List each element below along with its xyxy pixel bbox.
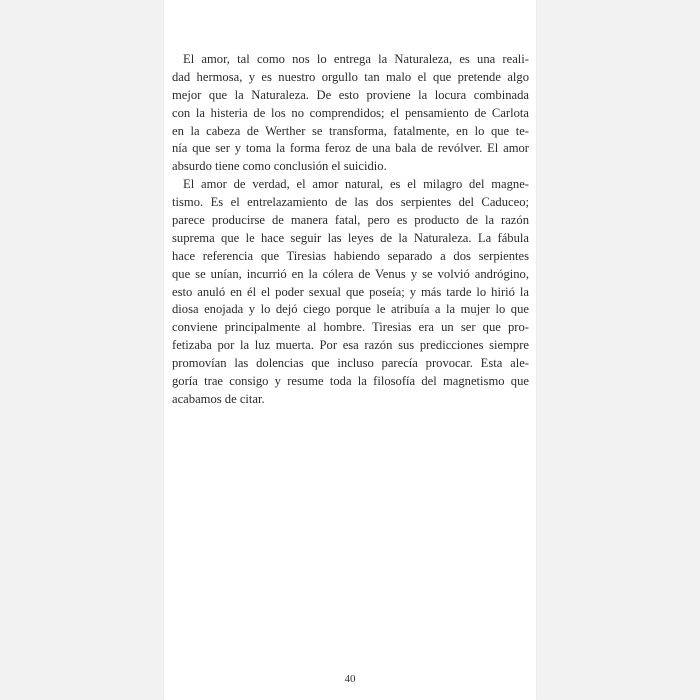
text-line: absurdo tiene como conclusión el suicidio. [172, 159, 387, 174]
book-page [164, 0, 536, 700]
text-line: conviene principalmente al hombre. Tiresias era un ser que pro- [172, 320, 529, 335]
text-line: en la cabeza de Werther se transforma, fatalmente, en lo que te- [172, 123, 529, 138]
text-line: con la histeria de los no comprendidos; el pensamiento de Carlota [172, 105, 529, 120]
text-line: goría trae consigo y resume toda la filosofía del magnetismo que [172, 374, 529, 389]
text-line: parece producirse de manera fatal, pero es producto de la razón [172, 213, 529, 228]
text-line: suprema que le hace seguir las leyes de la Naturaleza. La fábula [172, 230, 529, 245]
text-line: acabamos de citar. [172, 391, 265, 406]
paragraph-1 [172, 51, 529, 176]
text-line: fetizaba por la luz muerta. Por esa razón sus predicciones siempre [172, 338, 529, 353]
page-number: 40 [344, 673, 356, 685]
text-line: diosa enojada y lo dejó ciego porque le atribuía a la mujer lo que [172, 302, 529, 317]
text-line: dad hermosa, y es nuestro orgullo tan malo el que pretende algo [172, 69, 529, 84]
text-line: tismo. Es el entrelazamiento de las dos serpientes del Caduceo; [172, 195, 529, 210]
text-line: hace referencia que Tiresias habiendo separado a dos serpientes [172, 248, 529, 263]
text-line: mejor que la Naturaleza. De esto proviene la locura combinada [172, 87, 529, 102]
text-line: nía que ser y toma la forma feroz de una bala de revólver. El amor [172, 141, 529, 156]
text-line: que se unían, incurrió en la cólera de Venus y se volvió andrógino, [172, 266, 529, 281]
text-line: promovían las dolencias que incluso parecía provocar. Esta ale- [172, 356, 529, 371]
text-line: esto anuló en él el poder sexual que poseía; y más tarde lo hirió la [172, 284, 529, 299]
paragraph-2 [172, 176, 529, 409]
text-line: El amor de verdad, el amor natural, es el milagro del magne- [183, 177, 529, 192]
text-line: El amor, tal como nos lo entrega la Naturaleza, es una reali- [183, 52, 529, 66]
body-text [172, 51, 529, 409]
